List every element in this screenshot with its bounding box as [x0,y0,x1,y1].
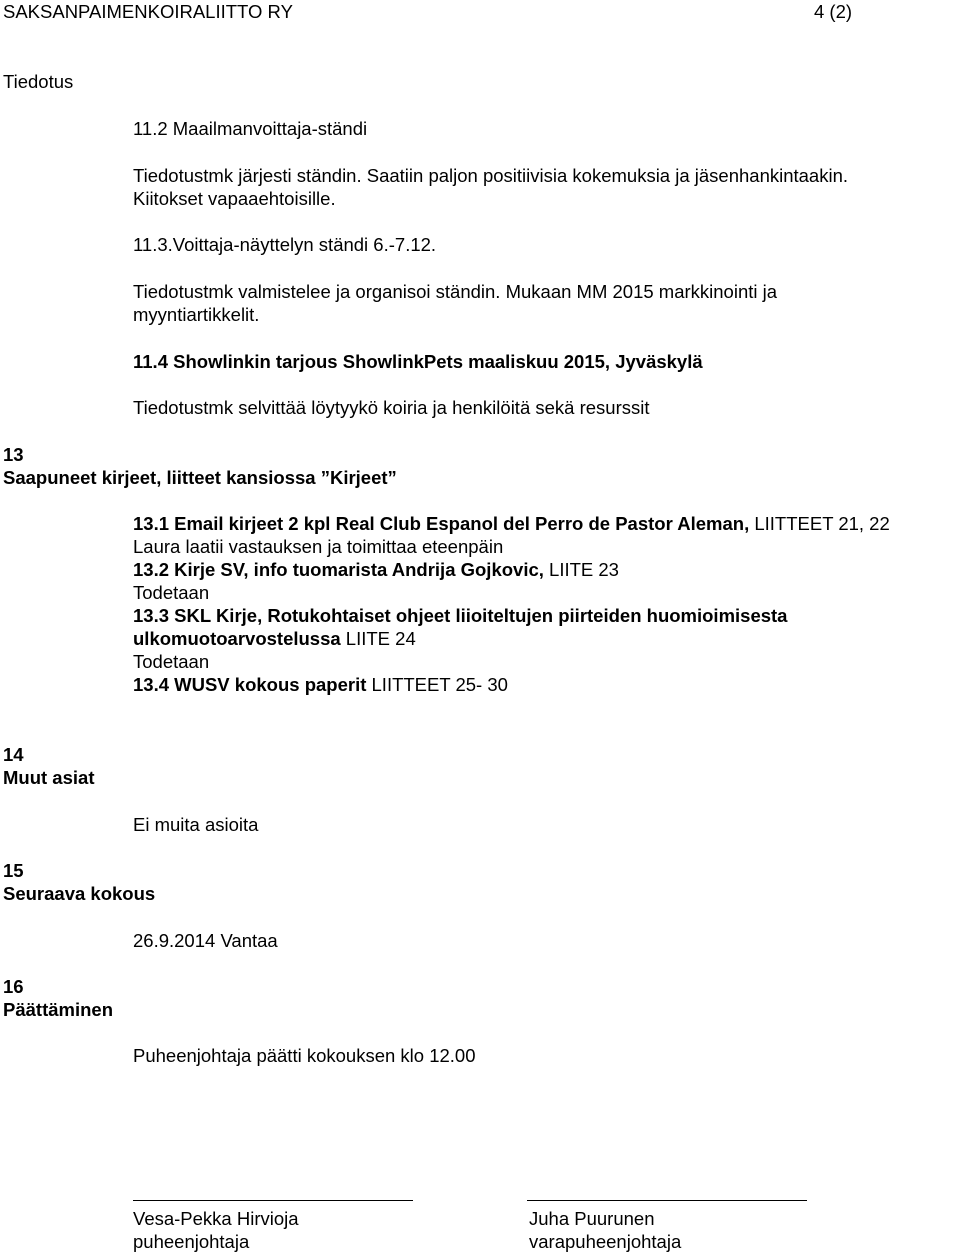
section-16-number: 16 [3,976,24,997]
section-15-number: 15 [3,860,24,881]
item-13-2 [133,558,619,581]
item-13-3-cont [133,627,416,650]
section-14-title: Muut asiat [3,767,95,788]
item-11-2-heading: 11.2 Maailmanvoittaja-ständi [133,118,368,139]
section-16-title: Päättäminen [3,999,114,1020]
page-number: 4 (2) [814,1,853,22]
item-13-3-note: Todetaan [133,651,210,672]
item-13-1-note: Laura laatii vastauksen ja toimittaa eteenpäin [133,536,504,557]
item-13-3-attachments: LIITE 24 [340,628,416,649]
signature-name-vicechair: Juha Puurunen [529,1208,655,1229]
item-11-3-heading: 11.3.Voittaja-näyttelyn ständi 6.-7.12. [133,234,437,255]
signature-name-chair: Vesa-Pekka Hirvioja [133,1208,299,1229]
signature-line-vicechair [527,1200,807,1201]
item-11-4-text: Tiedotustmk selvittää löytyykö koiria ja henkilöitä sekä resurssit [133,397,650,418]
signature-role-vicechair: varapuheenjohtaja [529,1231,682,1252]
item-13-3-title-cont: ulkomuotoarvostelussa [133,628,341,649]
section-title-tiedotus: Tiedotus [3,71,74,92]
section-14-number: 14 [3,744,24,765]
item-11-2-text-line2: Kiitokset vapaaehtoisille. [133,188,336,209]
section-13-title: Saapuneet kirjeet, liitteet kansiossa ”Kirjeet” [3,467,397,488]
item-13-2-attachments: LIITE 23 [543,559,619,580]
signature-role-chair: puheenjohtaja [133,1231,250,1252]
item-13-1-title: 13.1 Email kirjeet 2 kpl Real Club Espanol del Perro de Pastor Aleman, [133,513,750,534]
organization-name: SAKSANPAIMENKOIRALIITTO RY [3,1,293,22]
item-13-3-title: 13.3 SKL Kirje, Rotukohtaiset ohjeet liioiteltujen piirteiden huomioimisesta [133,605,788,626]
item-11-3-text-line2: myyntiartikkelit. [133,304,260,325]
signature-line-chair [133,1200,413,1201]
item-11-2-text-line1: Tiedotustmk järjesti ständin. Saatiin paljon positiivisia kokemuksia ja jäsenhankintaakin. [133,165,849,186]
item-11-3-text-line1: Tiedotustmk valmistelee ja organisoi ständin. Mukaan MM 2015 markkinointi ja [133,281,778,302]
item-13-4-title: 13.4 WUSV kokous paperit [133,674,367,695]
section-16-text: Puheenjohtaja päätti kokouksen klo 12.00 [133,1045,476,1066]
item-13-2-note: Todetaan [133,582,210,603]
section-15-title: Seuraava kokous [3,883,156,904]
section-15-text: 26.9.2014 Vantaa [133,930,278,951]
section-13-number: 13 [3,444,24,465]
item-13-1 [133,512,890,535]
item-13-4-attachments: LIITTEET 25- 30 [366,674,508,695]
item-13-4 [133,673,508,696]
item-13-1-attachments: LIITTEET 21, 22 [749,513,890,534]
section-14-text: Ei muita asioita [133,814,259,835]
item-11-4-heading: 11.4 Showlinkin tarjous ShowlinkPets maaliskuu 2015, Jyväskylä [133,351,703,372]
item-13-2-title: 13.2 Kirje SV, info tuomarista Andrija Gojkovic, [133,559,544,580]
